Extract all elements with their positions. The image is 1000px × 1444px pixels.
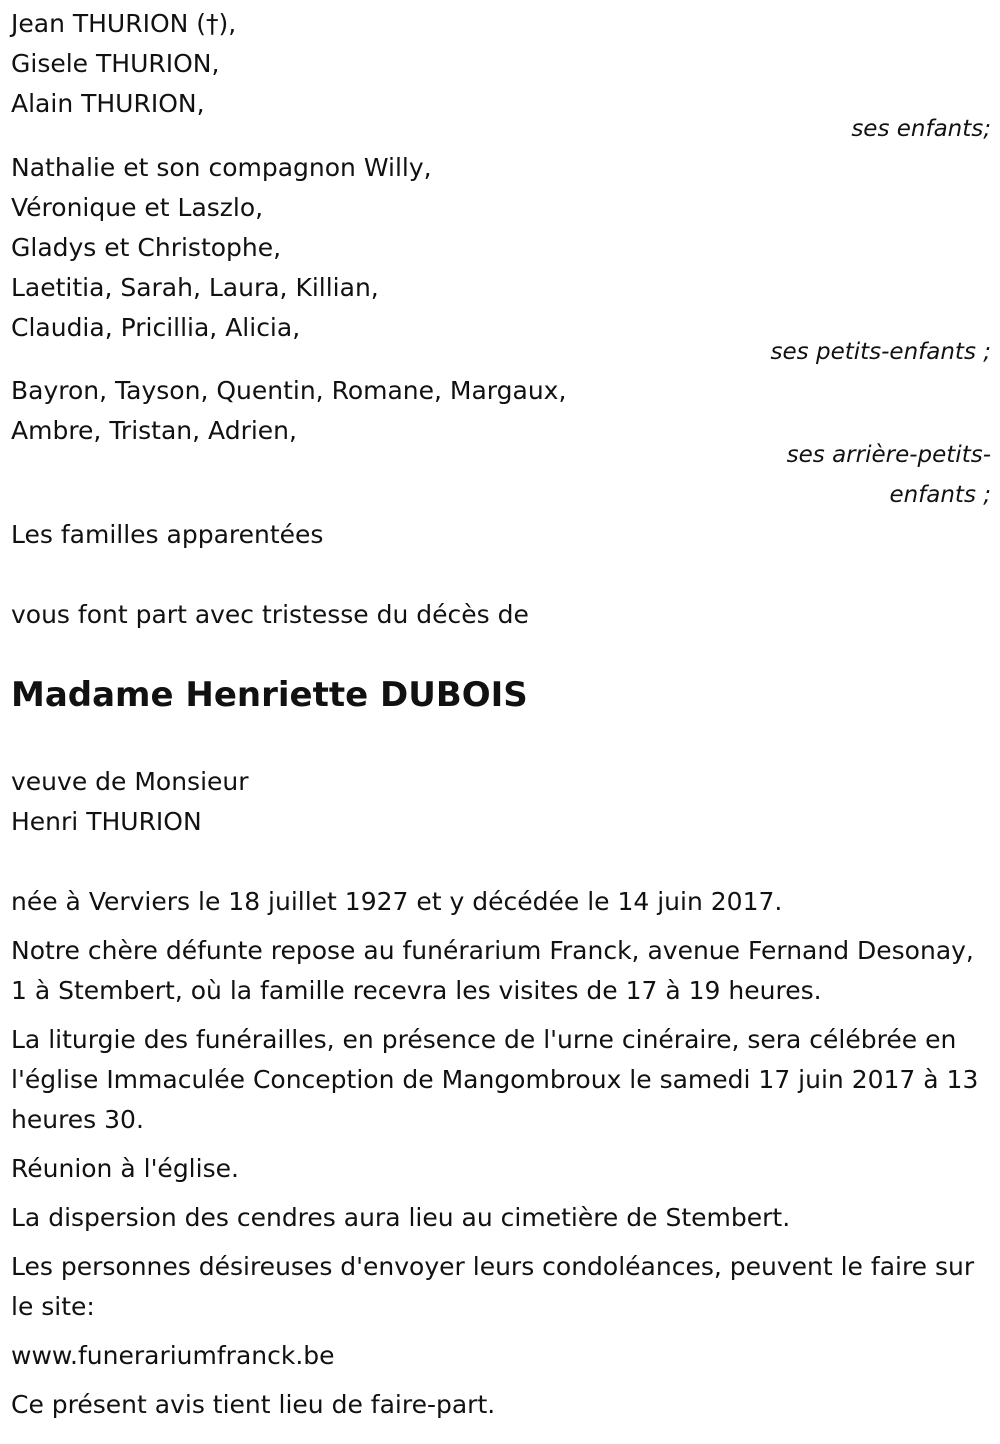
grandchild-name: Claudia, Pricillia, Alicia, [11,313,301,342]
condolences-paragraph: Les personnes désireuses d'envoyer leurs condoléances, peuvent le faire sur le site: [11,1252,975,1321]
grandchild-name: Nathalie et son compagnon Willy, [11,153,432,182]
birth-death-paragraph: née à Verviers le 18 juillet 1927 et y décédée le 14 juin 2017. [11,887,783,916]
families-line: Les familles apparentées [11,520,324,549]
husband-name: Henri THURION [11,807,202,836]
ashes-paragraph: La dispersion des cendres aura lieu au cimetière de Stembert. [11,1203,791,1232]
child-name: Jean THURION (†), [11,9,237,38]
child-name: Alain THURION, [11,89,205,118]
widow-of-line: veuve de Monsieur [11,767,249,796]
announcement-line: vous font part avec tristesse du décès de [11,600,529,629]
children-block [11,4,991,124]
grandchildren-role-label: ses petits-enfants ; [770,339,991,365]
great-grandchild-name: Bayron, Tayson, Quentin, Romane, Margaux, [11,376,567,405]
meeting-paragraph: Réunion à l'église. [11,1154,239,1183]
child-name: Gisele THURION, [11,49,220,78]
closing-paragraph: Ce présent avis tient lieu de faire-part. [11,1390,496,1419]
widow-of-block [11,762,991,842]
children-role-label: ses enfants; [851,116,991,142]
funerarium-paragraph: Notre chère défunte repose au funérarium Franck, avenue Fernand Desonay, 1 à Stembert, où la famille recevra les visites de 17 à 19 heures. [11,936,974,1005]
great-grandchild-name: Ambre, Tristan, Adrien, [11,416,297,445]
grandchild-name: Véronique et Laszlo, [11,193,264,222]
deceased-name: Madame Henriette DUBOIS [11,675,528,715]
great-grandchildren-role-label-line2: enfants ; [889,482,991,508]
website-link[interactable]: www.funerariumfranck.be [11,1341,335,1370]
grandchildren-block [11,148,991,348]
great-grandchildren-role-label-line1: ses arrière-petits- [786,442,991,468]
liturgy-paragraph: La liturgie des funérailles, en présence de l'urne cinéraire, sera célébrée en l'église Immaculée Conception de Mangombroux le samedi 17 juin 2017 à 13 heures 30. [11,1025,979,1134]
grandchild-name: Laetitia, Sarah, Laura, Killian, [11,273,379,302]
grandchild-name: Gladys et Christophe, [11,233,282,262]
details-block [11,882,991,1434]
